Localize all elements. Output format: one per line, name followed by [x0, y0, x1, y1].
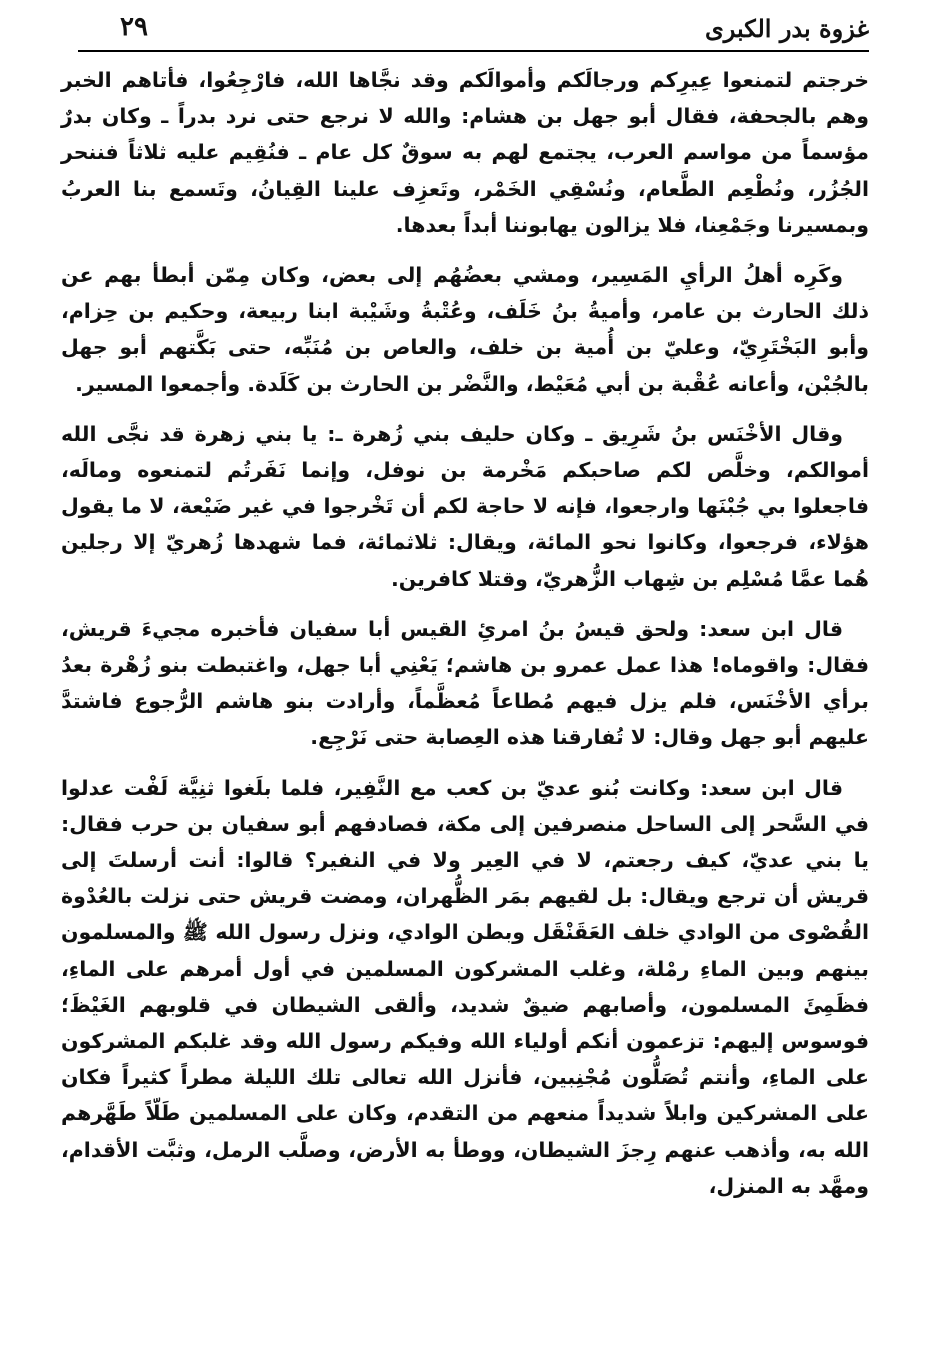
paragraph-gap	[61, 243, 869, 257]
header-divider	[78, 50, 869, 52]
page-header	[78, 12, 869, 48]
body-text	[61, 62, 869, 1204]
page-number: ٢٩	[120, 12, 148, 42]
paragraph-gap	[61, 597, 869, 611]
paragraph-2: وكَرِه أهلُ الرأيِ المَسِير، ومشي بعضُهُم إلى بعض، وكان مِمّن أبطأ بهم عن ذلك الحارث بن عامر، وأميةُ بنُ خَلَف، وعُتْبةُ وشَيْبة ابنا ربيعة، وحكيم بن حِزام، وأبو البَخْتَرِيّ، وعليّ بن أُمية بن خلف، والعاص بن مُنَبِّه، حتى بَكَّتهم أبو جهل بالجُبْن، وأعانه عُقْبة بن أبي مُعَيْط، والنَّضْر بن الحارث بن كَلَدة. وأجمعوا المسير.	[61, 263, 869, 396]
paragraph-1: خرجتم لتمنعوا عِيرِكم ورجالَكم وأموالَكم وقد نجَّاها الله، فارْجِعُوا، فأتاهم الخبر وهم بالجحفة، فقال أبو جهل بن هشام: والله لا نرجع حتى نرد بدراً ـ وكان بدرٌ مؤسماً من مواسم العرب، يجتمع لهم به سوقٌ كل عام ـ فنُقِيم عليه ثلاثاً فننحر الجُزُر، ونُطْعِم الطَّعام، ونُسْقِي الخَمْر، وتَعزِف علينا القِيانُ، وتَسمع بنا العربُ وبمسيرنا وجَمْعِنا، فلا يزالون يهابوننا أبداً بعدها.	[61, 68, 869, 237]
paragraph-5: قال ابن سعد: وكانت بُنو عديّ بن كعب مع النَّفِير، فلما بلَغوا ثنِيَّة لَفْت عدلوا في السَّحر إلى الساحل منصرفين إلى مكة، فصادفهم أبو سفيان بن حرب فقال: يا بني عديّ، كيف رجعتم، لا في العِير ولا في النفير؟ قالوا: أنت أرسلتَ إلى قريش أن ترجع ويقال: بل لقيهم بمَر الظُّهران، ومضت قريش حتى نزلت بالعُدْوة القُصْوى من الوادي خلف العَقَنْقَل وبطن الوادي، ونزل رسول الله ﷺ والمسلمون بينهم وبين الماءِ رمْلة، وغلب المشركون المسلمين في أول أمرهم على الماءِ، فظَمِئَ المسلمون، وأصابهم ضيقٌ شديد، وألقى الشيطان في قلوبهم الغَيْظَ؛ فوسوس إليهم: تزعمون أنكم أولياء الله وفيكم رسول الله وقد غلبكم المشركون على الماءِ، وأنتم تُصَلُّون مُجْنِبين، فأنزل الله تعالى تلك الليلة مطراً كثيراً فكان على المشركين وابلاً شديداً منعهم من التقدم، وكان على المسلمين طَلّاً طَهَّرهم الله به، وأذهب عنهم رِجزَ الشيطان، ووطأ به الأرض، وصلَّب الرمل، وثبَّت الأقدام، ومهَّد به المنزل،	[61, 775, 869, 1198]
paragraph-gap	[61, 756, 869, 770]
paragraph-3: وقال الأخْنَس بنُ شَرِيق ـ وكان حليف بني زُهرة ـ: يا بني زهرة قد نجَّى الله أموالكم، وخلَّص لكم صاحبكم مَخْرمة بن نوفل، وإنما نَفَرتُم لتمنعوه ومالَه، فاجعلوا بي جُبْنَها وارجعوا، فإنه لا حاجة لكم أن تَخْرجوا في غير ضَيْعة، لا ما يقول هؤلاء، فرجعوا، وكانوا نحو المائة، ويقال: ثلاثمائة، فما شهدها زُهريّ إلا رجلين هُما عمَّا مُسْلِم بن شِهاب الزُّهريّ، وقتلا كافرين.	[61, 421, 869, 591]
running-title: غزوة بدر الكبرى	[704, 14, 869, 43]
paragraph-gap	[61, 402, 869, 416]
paragraph-4: قال ابن سعد: ولحق قيسُ بنُ امرئِ القيس أبا سفيان فأخبره مجيءَ قريش، فقال: واقوماه! هذا عمل عمرو بن هاشم؛ يَعْنِي أبا جهل، واغتبطت بنو زُهْرة بعدُ برأي الأخْنَس، فلم يزل فيهم مُطاعاً مُعظَّماً، وأرادت بنو هاشم الرُّجوع فاشتدَّ عليهم أبو جهل وقال: لا تُفارقنا هذه العِصابة حتى نَرْجِع.	[61, 616, 869, 750]
